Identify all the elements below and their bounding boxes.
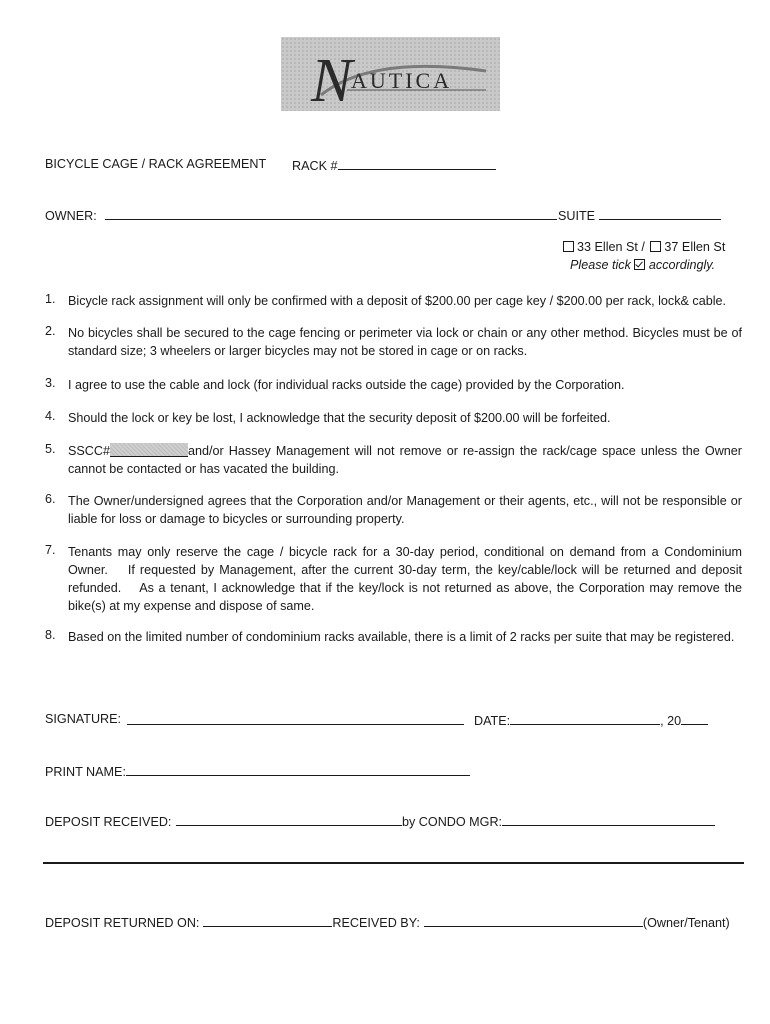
term-5-prefix: SSCC#: [68, 444, 110, 458]
form-title: BICYCLE CAGE / RACK AGREEMENT: [45, 157, 267, 171]
term-2-text: No bicycles shall be secured to the cage fencing or perimeter via lock or chain or any other method. Bicycles must be of standard size; 3 wheelers or larger bicycles may not be stored in cage or on racks.: [68, 326, 742, 358]
checkbox-37-ellen[interactable]: [650, 241, 661, 252]
signature-input[interactable]: [127, 712, 464, 725]
redacted-field: [110, 443, 188, 457]
term-1-text: Bicycle rack assignment will only be confirmed with a deposit of $200.00 per cage key / $200.00 per rack, lock& cable.: [68, 294, 727, 308]
year-prefix: , 20: [660, 714, 682, 728]
tick-instruction-post: accordingly.: [648, 258, 716, 272]
tick-instruction-pre: Please tick: [570, 258, 631, 272]
rack-field: [292, 157, 496, 173]
print-name-field: [45, 763, 470, 779]
address-option-33: 33 Ellen St /: [577, 240, 645, 254]
logo-initial: N: [311, 47, 353, 111]
term-4-text: Should the lock or key be lost, I acknowledge that the security deposit of $200.00 will be forfeited.: [68, 411, 611, 425]
suite-field: [558, 207, 721, 223]
section-divider: [43, 862, 744, 864]
tick-instruction: [570, 258, 715, 272]
term-3-number: 3.: [45, 376, 56, 390]
year-input[interactable]: [681, 712, 708, 725]
term-3-text: I agree to use the cable and lock (for individual racks outside the cage) provided by the Corporation.: [68, 378, 625, 392]
owner-label: OWNER:: [45, 209, 97, 223]
deposit-returned-label: DEPOSIT RETURNED ON:: [45, 916, 200, 930]
checkbox-33-ellen[interactable]: [563, 241, 574, 252]
logo-wordmark: AUTICA: [351, 68, 453, 93]
deposit-received-input[interactable]: [176, 813, 402, 826]
signature-label: SIGNATURE:: [45, 712, 122, 726]
term-2-number: 2.: [45, 324, 56, 338]
rack-input[interactable]: [338, 157, 496, 170]
received-by-label: RECEIVED BY:: [332, 916, 420, 930]
term-7-number: 7.: [45, 543, 56, 557]
date-field: [474, 712, 708, 728]
suite-input[interactable]: [599, 207, 721, 220]
rack-label: RACK #: [292, 159, 338, 173]
owner-input[interactable]: [105, 207, 557, 220]
print-name-input[interactable]: [126, 763, 470, 776]
logo-graphic: [281, 37, 500, 111]
term-7-text: Tenants may only reserve the cage / bicycle rack for a 30-day period, conditional on demand from a Condominium Owner. If requested by Management, after the current 30-day term, the key/cable/lock will be returned and deposit refunded. As a tenant, I acknowledge that if the key/lock is not returned as above, the Corporation may remove the bike(s) at my expense and dispose of same.: [68, 545, 746, 613]
checked-box-icon: [634, 259, 645, 270]
date-input[interactable]: [510, 712, 660, 725]
print-name-label: PRINT NAME:: [45, 765, 126, 779]
term-5-paragraph: [68, 442, 742, 478]
term-1-number: 1.: [45, 292, 56, 306]
term-4-number: 4.: [45, 409, 56, 423]
deposit-received-field: [45, 813, 402, 829]
condo-mgr-field: [402, 813, 715, 829]
term-5-number: 5.: [45, 442, 56, 456]
owner-tenant-label: (Owner/Tenant): [642, 916, 730, 930]
suite-label: SUITE: [558, 209, 596, 223]
nautica-logo: [281, 37, 500, 111]
address-option-37: 37 Ellen St: [664, 240, 726, 254]
condo-mgr-label: by CONDO MGR:: [402, 815, 503, 829]
deposit-returned-field: [45, 914, 730, 930]
received-by-input[interactable]: [424, 914, 643, 927]
condo-mgr-input[interactable]: [502, 813, 715, 826]
term-5-text: and/or Hassey Management will not remove or re-assign the rack/cage space unless the Owner cannot be contacted or has vacated the building.: [68, 444, 742, 476]
term-8-text: Based on the limited number of condominium racks available, there is a limit of 2 racks per suite that may be registered.: [68, 630, 735, 644]
term-6-text: The Owner/undersigned agrees that the Corporation and/or Management or their agents, etc., will not be responsible or liable for loss or damage to bicycles or surrounding property.: [68, 494, 742, 526]
term-8-number: 8.: [45, 628, 56, 642]
date-label: DATE:: [474, 714, 511, 728]
term-6-number: 6.: [45, 492, 56, 506]
deposit-returned-input[interactable]: [203, 914, 332, 927]
address-options: [563, 240, 725, 254]
deposit-received-label: DEPOSIT RECEIVED:: [45, 815, 172, 829]
owner-field: [45, 207, 557, 223]
